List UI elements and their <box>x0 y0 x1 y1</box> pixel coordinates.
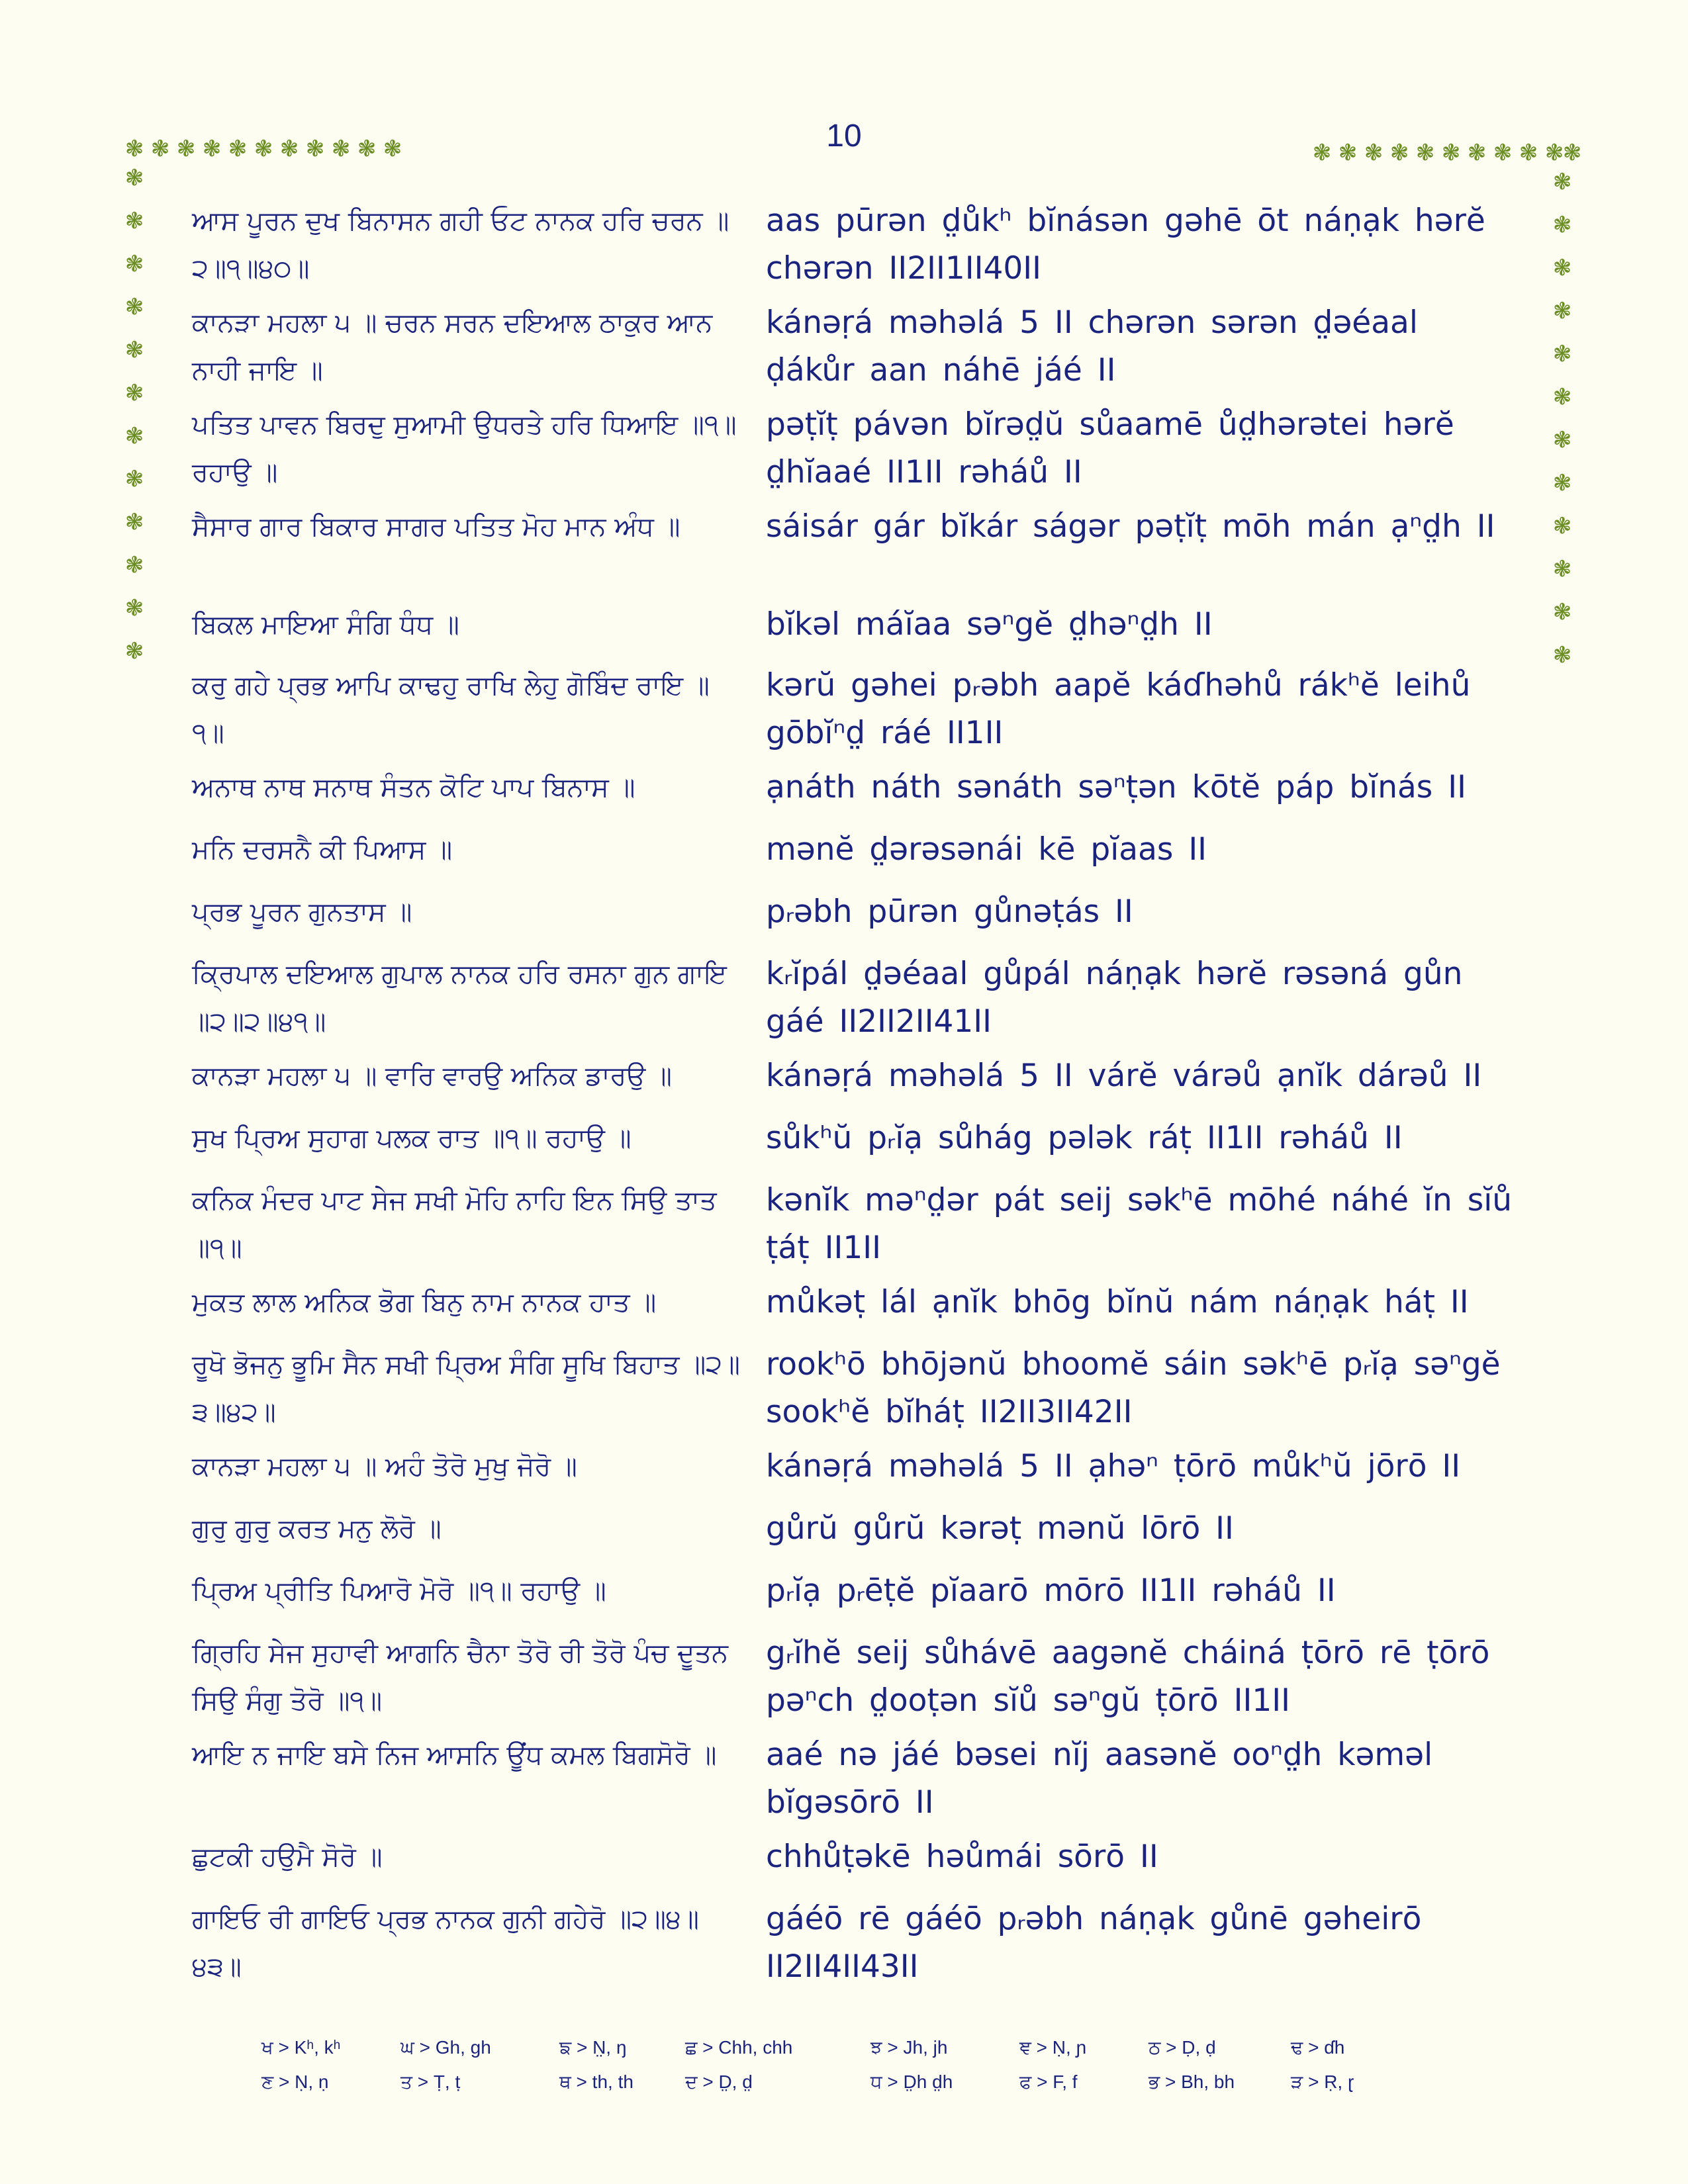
verse-row <box>185 1895 1523 1995</box>
verse-row <box>185 1505 1523 1565</box>
flower-icon: ❃ <box>124 552 144 578</box>
verse-row <box>185 662 1523 761</box>
legend-row <box>261 2071 1453 2106</box>
verse-row <box>185 826 1523 886</box>
flower-icon: ❃ <box>1544 140 1564 166</box>
flower-icon: ❃ <box>124 595 144 621</box>
verse-row <box>185 1341 1523 1440</box>
transliteration-verse: pᵣĭạ pᵣēṭĕ pĭaarō mōrō II1II rəháů II <box>766 1572 1336 1609</box>
gurmukhi-verse: ਛੁਟਕੀ ਹਉਮੈ ਸੋਰੋ ॥ <box>192 1842 383 1872</box>
legend-item: ਞ > Ṇ, ɲ <box>1019 2037 1087 2058</box>
gurmukhi-verse: ਸੈਸਾਰ ਗਾਰ ਬਿਕਾਰ ਸਾਗਰ ਪਤਿਤ ਮੋਹ ਮਾਨ ਅੰਧ ॥ <box>192 512 680 542</box>
legend-item: ਘ > Gh, gh <box>400 2037 491 2058</box>
legend-item: ੜ > Ṛ, ɽ <box>1291 2071 1354 2092</box>
transliteration-verse: pəṭĭṭ pávən bĭrəd̤ŭ sůaamē ůd̤hərətei hərĕ d̤hĭaaé II1II rəháů II <box>766 406 1454 490</box>
legend-row <box>261 2037 1453 2071</box>
flower-icon: ❃ <box>1441 140 1461 166</box>
transliteration-verse: kərŭ gəhei pᵣəbh aapĕ káɗhəhů rákʰĕ leihů gōbĭⁿd̤ ráé II1II <box>766 667 1471 751</box>
transliteration-verse: kánəṛá məhəlá 5 II chərən sərən d̤əéaal ḍákůr aan náhē jáé II <box>766 304 1418 388</box>
gurmukhi-verse: ਆਸ ਪੂਰਨ ਦੁਖ ਬਿਨਾਸਨ ਗਹੀ ਓਟ ਨਾਨਕ ਹਰਿ ਚਰਨ ॥੨॥੧॥੪੦॥ <box>192 206 729 284</box>
flower-icon: ❃ <box>1552 169 1572 195</box>
transliteration-verse: gůrŭ gůrŭ kərəṭ mənŭ lōrō II <box>766 1510 1234 1547</box>
verse-row <box>185 1833 1523 1893</box>
gurmukhi-verse: ਕ੍ਰਿਪਾਲ ਦਇਆਲ ਗੁਪਾਲ ਨਾਨਕ ਹਰਿ ਰਸਨਾ ਗੁਨ ਗਾਇ ॥੨॥੨॥੪੧॥ <box>192 959 727 1037</box>
flower-icon: ❃ <box>150 136 170 162</box>
legend-item: ਠ > Ḍ, ḍ <box>1149 2037 1216 2058</box>
gurmukhi-verse: ਕਰੁ ਗਹੇ ਪ੍ਰਭ ਆਪਿ ਕਾਢਹੁ ਰਾਖਿ ਲੇਹੁ ਗੋਬਿੰਦ ਰਾਇ ॥੧॥ <box>192 670 710 749</box>
verse-row <box>185 888 1523 948</box>
verse-row <box>185 601 1523 659</box>
gurmukhi-verse: ਆਇ ਨ ਜਾਇ ਬਸੇ ਨਿਜ ਆਸਨਿ ਊਂਧ ਕਮਲ ਬਿਗਸੋਰੋ ॥ <box>192 1740 717 1770</box>
gurmukhi-verse: ਬਿਕਲ ਮਾਇਆ ਸੰਗਿ ਧੰਧ ॥ <box>192 610 459 640</box>
verse-row <box>185 950 1523 1050</box>
flower-icon: ❃ <box>1467 140 1487 166</box>
legend-item: ਧ > D̤h d̤h <box>870 2071 953 2092</box>
gurmukhi-verse: ਕਾਨੜਾ ਮਹਲਾ ੫ ॥ ਚਰਨ ਸਰਨ ਦਇਆਲ ਠਾਕੁਰ ਆਨ ਨਾਹੀ ਜਾਇ ॥ <box>192 308 713 386</box>
gurmukhi-verse: ਪਤਿਤ ਪਾਵਨ ਬਿਰਦੁ ਸੁਆਮੀ ਉਧਰਤੇ ਹਰਿ ਧਿਆਇ ॥੧॥ ਰਹਾਉ ॥ <box>192 410 737 488</box>
legend-item: ਦ > D̤, d̤ <box>685 2071 753 2092</box>
gurmukhi-verse: ਰੂਖੋ ਭੋਜਨੁ ਭੂਮਿ ਸੈਨ ਸਖੀ ਪ੍ਰਿਅ ਸੰਗਿ ਸੂਖਿ ਬਿਹਾਤ ॥੨॥੩॥੪੨॥ <box>192 1349 740 1428</box>
flower-icon: ❃ <box>383 136 402 162</box>
verse-row <box>185 503 1523 598</box>
page-number: 10 <box>826 118 862 154</box>
flower-icon: ❃ <box>1552 556 1572 582</box>
gurmukhi-verse: ਸੁਖ ਪ੍ਰਿਅ ਸੁਹਾਗ ਪਲਕ ਰਾਤ ॥੧॥ ਰਹਾਉ ॥ <box>192 1123 632 1154</box>
gurmukhi-verse: ਅਨਾਥ ਨਾਥ ਸਨਾਥ ਸੰਤਨ ਕੋਟਿ ਪਾਪ ਬਿਨਾਸ ॥ <box>192 772 635 803</box>
transliteration-verse: aas pūrən d̤ůkʰ bĭnásən gəhē ōt náṇạk hərĕ chərən II2II1II40II <box>766 203 1485 287</box>
flower-icon: ❃ <box>1552 212 1572 238</box>
flower-icon: ❃ <box>1389 140 1409 166</box>
flower-icon: ❃ <box>124 208 144 234</box>
flower-icon: ❃ <box>124 165 144 191</box>
flower-icon: ❃ <box>254 136 273 162</box>
legend-item: ਥ > th, th <box>559 2071 633 2092</box>
transliteration-verse: kᵣĭpál d̤əéaal gůpál náṇạk hərĕ rəsəná gůn gáé II2II2II41II <box>766 956 1463 1040</box>
flower-icon: ❃ <box>124 136 144 162</box>
flower-icon: ❃ <box>124 337 144 363</box>
verse-table <box>185 197 1523 1997</box>
verse-row <box>185 1052 1523 1112</box>
flower-icon: ❃ <box>124 466 144 492</box>
flower-icon: ❃ <box>1552 298 1572 324</box>
transliteration-verse: můkəṭ lál ạnĭk bhōg bĭnŭ nám náṇạk háṭ II <box>766 1284 1469 1320</box>
gurmukhi-verse: ਕਾਨੜਾ ਮਹਲਾ ੫ ॥ ਵਾਰਿ ਵਾਰਉ ਅਨਿਕ ਡਾਰਉ ॥ <box>192 1061 672 1091</box>
flower-icon: ❃ <box>1552 255 1572 281</box>
verse-row <box>185 1177 1523 1276</box>
transliteration-verse: mənĕ d̤ərəsənái kē pĭaas II <box>766 831 1207 868</box>
transliteration-legend <box>261 2037 1453 2106</box>
flower-icon: ❃ <box>124 294 144 320</box>
flower-icon: ❃ <box>1552 427 1572 453</box>
transliteration-verse: sůkʰŭ pᵣĭạ sůhág pələk ráṭ II1II rəháů II <box>766 1120 1403 1156</box>
flower-icon: ❃ <box>279 136 299 162</box>
flower-icon: ❃ <box>228 136 248 162</box>
flower-icon: ❃ <box>331 136 351 162</box>
transliteration-verse: bĭkəl máĭaa səⁿgĕ d̤həⁿd̤h II <box>766 606 1213 643</box>
gurmukhi-verse: ਗਾਇਓ ਰੀ ਗਾਇਓ ਪ੍ਰਭ ਨਾਨਕ ਗੁਨੀ ਗਹੇਰੋ ॥੨॥੪॥੪੩॥ <box>192 1904 699 1982</box>
flower-icon: ❃ <box>1552 642 1572 668</box>
legend-item: ਫ > F, f <box>1019 2071 1078 2092</box>
flower-icon: ❃ <box>124 423 144 449</box>
verse-row <box>185 1443 1523 1502</box>
gurmukhi-verse: ਮਨਿ ਦਰਸਨੈ ਕੀ ਪਿਆਸ ॥ <box>192 835 453 865</box>
transliteration-verse: ạnáth náth sənáth səⁿṭən kōtĕ páp bĭnás II <box>766 769 1466 805</box>
transliteration-verse: chhůṭəkē həůmái sōrō II <box>766 1839 1158 1875</box>
flower-icon: ❃ <box>1552 341 1572 367</box>
verse-row <box>185 1629 1523 1729</box>
flower-icon: ❃ <box>1338 140 1358 166</box>
flower-icon: ❃ <box>1552 470 1572 496</box>
flower-icon: ❃ <box>124 509 144 535</box>
flower-icon: ❃ <box>124 251 144 277</box>
flower-icon: ❃ <box>357 136 377 162</box>
legend-item: ਖ > Kʰ, kʰ <box>261 2037 341 2058</box>
transliteration-verse: gᵣĭhĕ seij sůhávē aagənĕ cháiná ṭōrō rē ṭōrō pəⁿch d̤ooṭən sĭů səⁿgŭ ṭōrō II1II <box>766 1635 1490 1719</box>
gurmukhi-verse: ਗੁਰੁ ਗੁਰੁ ਕਰਤ ਮਨੁ ਲੋਰੋ ॥ <box>192 1514 442 1544</box>
flower-icon: ❃ <box>1364 140 1383 166</box>
flower-icon: ❃ <box>202 136 222 162</box>
gurmukhi-verse: ਮੁਕਤ ਲਾਲ ਅਨਿਕ ਭੋਗ ਬਿਨੁ ਨਾਮ ਨਾਨਕ ਹਾਤ ॥ <box>192 1287 657 1318</box>
flower-icon: ❃ <box>1415 140 1435 166</box>
flower-icon: ❃ <box>305 136 325 162</box>
verse-row <box>185 1115 1523 1174</box>
flower-icon: ❃ <box>176 136 196 162</box>
transliteration-verse: pᵣəbh pūrən gůnəṭás II <box>766 893 1133 930</box>
legend-item: ਢ > ɗh <box>1291 2037 1345 2058</box>
verse-row <box>185 764 1523 823</box>
verse-row <box>185 1279 1523 1338</box>
verse-row <box>185 197 1523 296</box>
gurmukhi-verse: ਪ੍ਰਭ ਪੂਰਨ ਗੁਨਤਾਸ ॥ <box>192 897 412 927</box>
transliteration-verse: aaé nə jáé bəsei nĭj aasənĕ ooⁿd̤h kəməl bĭgəsōrō II <box>766 1737 1433 1821</box>
legend-item: ਣ > Ṇ, ṇ <box>261 2071 329 2092</box>
transliteration-verse: kánəṛá məhəlá 5 II várĕ várəů ạnĭk dárəů II <box>766 1058 1482 1094</box>
gurmukhi-verse: ਕਾਨੜਾ ਮਹਲਾ ੫ ॥ ਅਹੰ ਤੋਰੋ ਮੁਖੁ ਜੋਰੋ ॥ <box>192 1451 577 1482</box>
flower-icon: ❃ <box>124 638 144 664</box>
legend-item: ਭ > Bh, bh <box>1149 2071 1235 2092</box>
flower-icon: ❃ <box>1552 513 1572 539</box>
gurmukhi-verse: ਪ੍ਰਿਅ ਪ੍ਰੀਤਿ ਪਿਆਰੋ ਮੋਰੋ ॥੧॥ ਰਹਾਉ ॥ <box>192 1576 606 1606</box>
gurmukhi-verse: ਗ੍ਰਿਹਿ ਸੇਜ ਸੁਹਾਵੀ ਆਗਨਿ ਚੈਨਾ ਤੋਰੋ ਰੀ ਤੋਰੋ ਪੰਚ ਦੂਤਨ ਸਿਉ ਸੰਗੁ ਤੋਰੋ ॥੧॥ <box>192 1638 728 1716</box>
verse-row <box>185 401 1523 500</box>
verse-row <box>185 1731 1523 1831</box>
transliteration-verse: sáisár gár bĭkár ságər pəṭĭṭ mōh mán ạⁿd̤h II <box>766 508 1495 545</box>
flower-icon: ❃ <box>1562 140 1582 166</box>
transliteration-verse: gáéō rē gáéō pᵣəbh náṇạk gůnē gəheirō II2II4II43II <box>766 1901 1422 1985</box>
flower-icon: ❃ <box>124 380 144 406</box>
flower-icon: ❃ <box>1519 140 1538 166</box>
flower-icon: ❃ <box>1312 140 1332 166</box>
flower-icon: ❃ <box>1552 599 1572 625</box>
verse-row <box>185 299 1523 398</box>
transliteration-verse: kánəṛá məhəlá 5 II ạhəⁿ ṭōrō můkʰŭ jōrō II <box>766 1448 1461 1484</box>
legend-item: ਤ > Ṭ, ṭ <box>400 2071 461 2092</box>
transliteration-verse: rookʰō bhōjənŭ bhoomĕ sáin səkʰē pᵣĭạ səⁿgĕ sookʰĕ bĭháṭ II2II3II42II <box>766 1346 1501 1430</box>
legend-item: ਝ > Jh, jh <box>870 2037 948 2058</box>
verse-row <box>185 1567 1523 1627</box>
gurmukhi-verse: ਕਨਿਕ ਮੰਦਰ ਪਾਟ ਸੇਜ ਸਖੀ ਮੋਹਿ ਨਾਹਿ ਇਨ ਸਿਉ ਤਾਤ ॥੧॥ <box>192 1185 717 1263</box>
legend-item: ਛ > Chh, chh <box>685 2037 793 2058</box>
legend-item: ਙ > N̤, ŋ <box>559 2037 627 2058</box>
transliteration-verse: kənĭk məⁿd̤ər pát seij səkʰē mōhé náhé ĭn sĭů ṭáṭ II1II <box>766 1182 1513 1266</box>
flower-icon: ❃ <box>1493 140 1513 166</box>
flower-icon: ❃ <box>1552 384 1572 410</box>
